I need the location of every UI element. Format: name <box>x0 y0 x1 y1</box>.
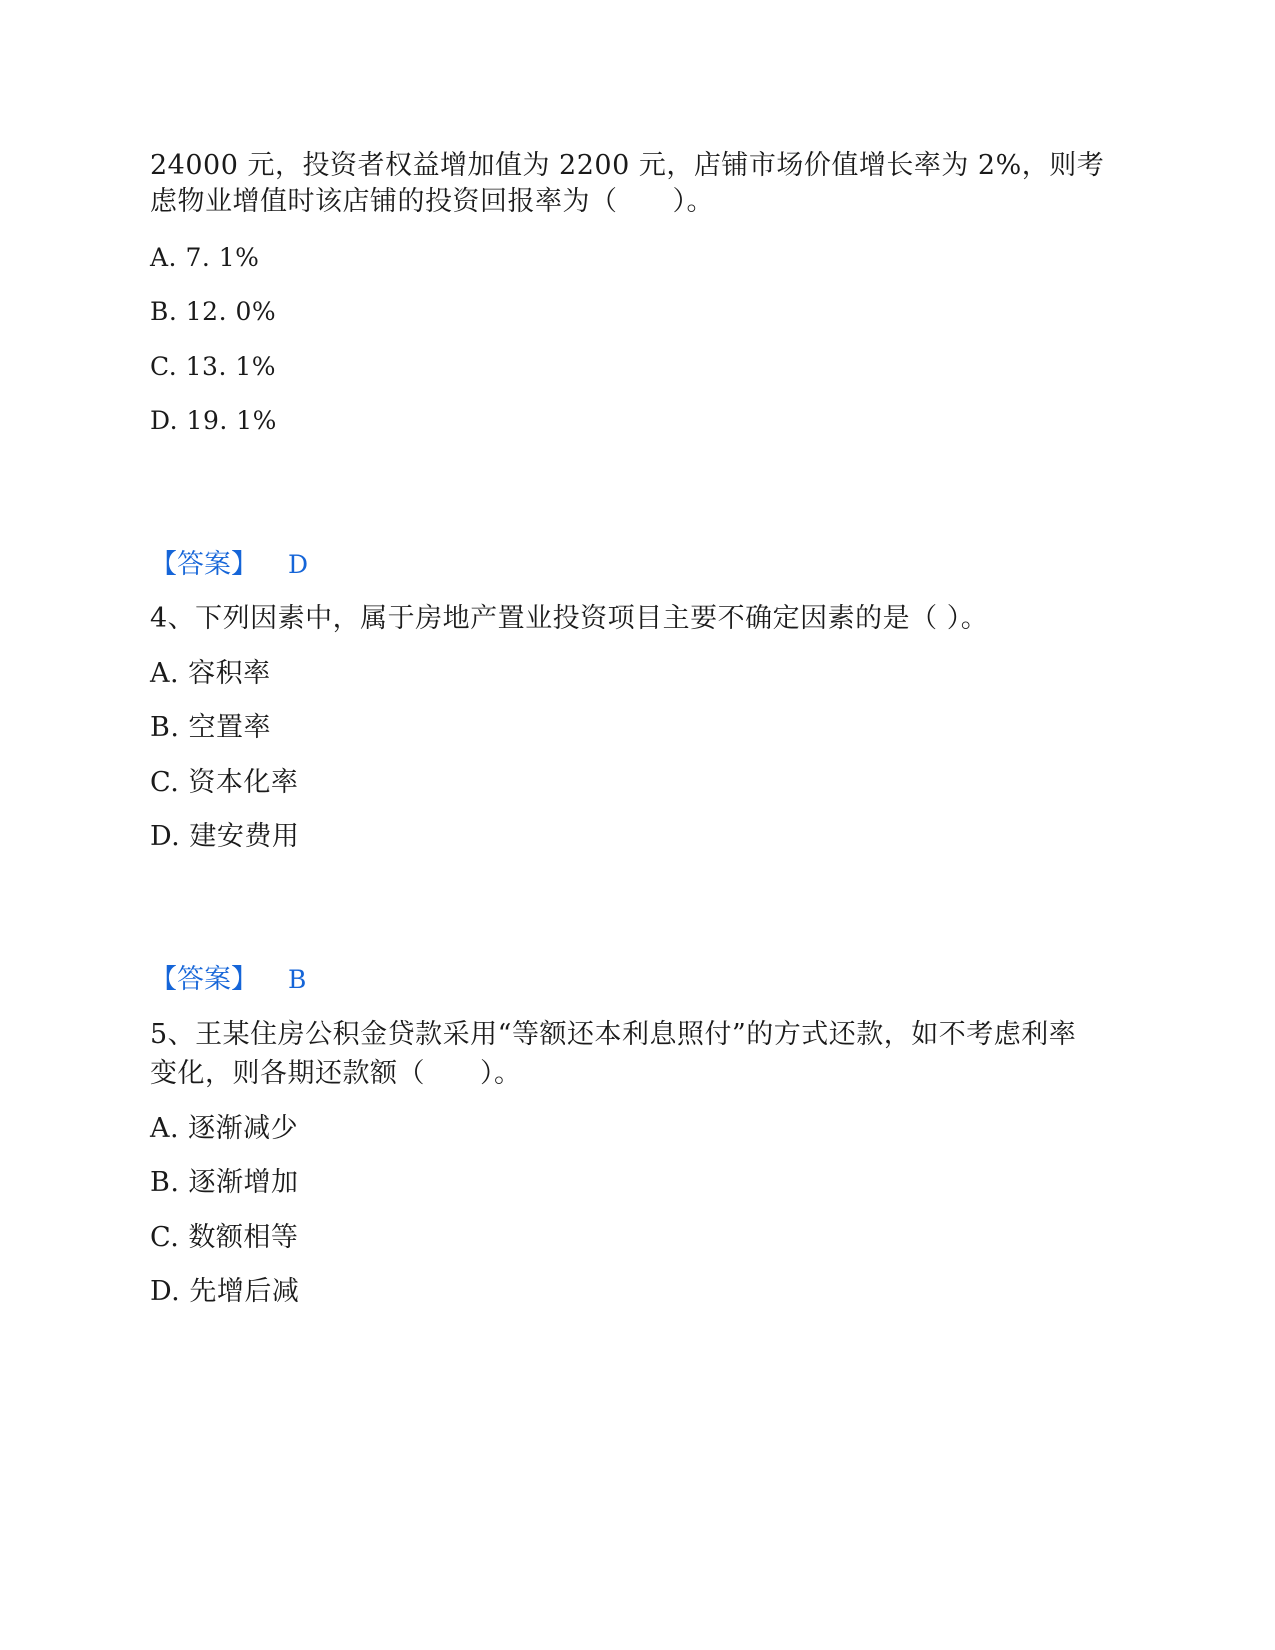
answer-label: 【答案】 <box>150 549 258 580</box>
question-4-option-c: C. 资本化率 <box>150 767 299 798</box>
question-3-answer <box>150 547 308 583</box>
question-5-stem-line-1: 5、王某住房公积金贷款采用“等额还本利息照付”的方式还款，如不考虑利率 <box>150 1019 1077 1050</box>
question-4-option-b: B. 空置率 <box>150 712 272 743</box>
question-3-option-c: C. 13. 1% <box>150 352 276 381</box>
question-5-option-d: D. 先增后减 <box>150 1276 300 1307</box>
question-3-option-d: D. 19. 1% <box>150 406 277 435</box>
question-4-option-d: D. 建安费用 <box>150 821 300 852</box>
question-5-option-c: C. 数额相等 <box>150 1222 299 1253</box>
question-5-stem-line-2: 变化，则各期还款额（ ）。 <box>150 1058 522 1089</box>
question-3-stem-line-2: 虑物业增值时该店铺的投资回报率为（ ）。 <box>150 186 714 217</box>
answer-label: 【答案】 <box>150 964 258 995</box>
question-5-option-a: A. 逐渐减少 <box>150 1113 299 1144</box>
answer-value: D <box>288 550 309 579</box>
question-3-stem-line-1: 24000 元，投资者权益增加值为 2200 元，店铺市场价值增长率为 2%，则考 <box>150 150 1105 181</box>
question-3-option-a: A. 7. 1% <box>150 243 260 272</box>
answer-value: B <box>288 965 307 994</box>
question-4-answer <box>150 962 306 998</box>
question-4-option-a: A. 容积率 <box>150 658 271 689</box>
question-3-option-b: B. 12. 0% <box>150 297 277 326</box>
question-5-option-b: B. 逐渐增加 <box>150 1167 299 1198</box>
question-4-stem: 4、下列因素中，属于房地产置业投资项目主要不确定因素的是（ ）。 <box>150 603 989 634</box>
